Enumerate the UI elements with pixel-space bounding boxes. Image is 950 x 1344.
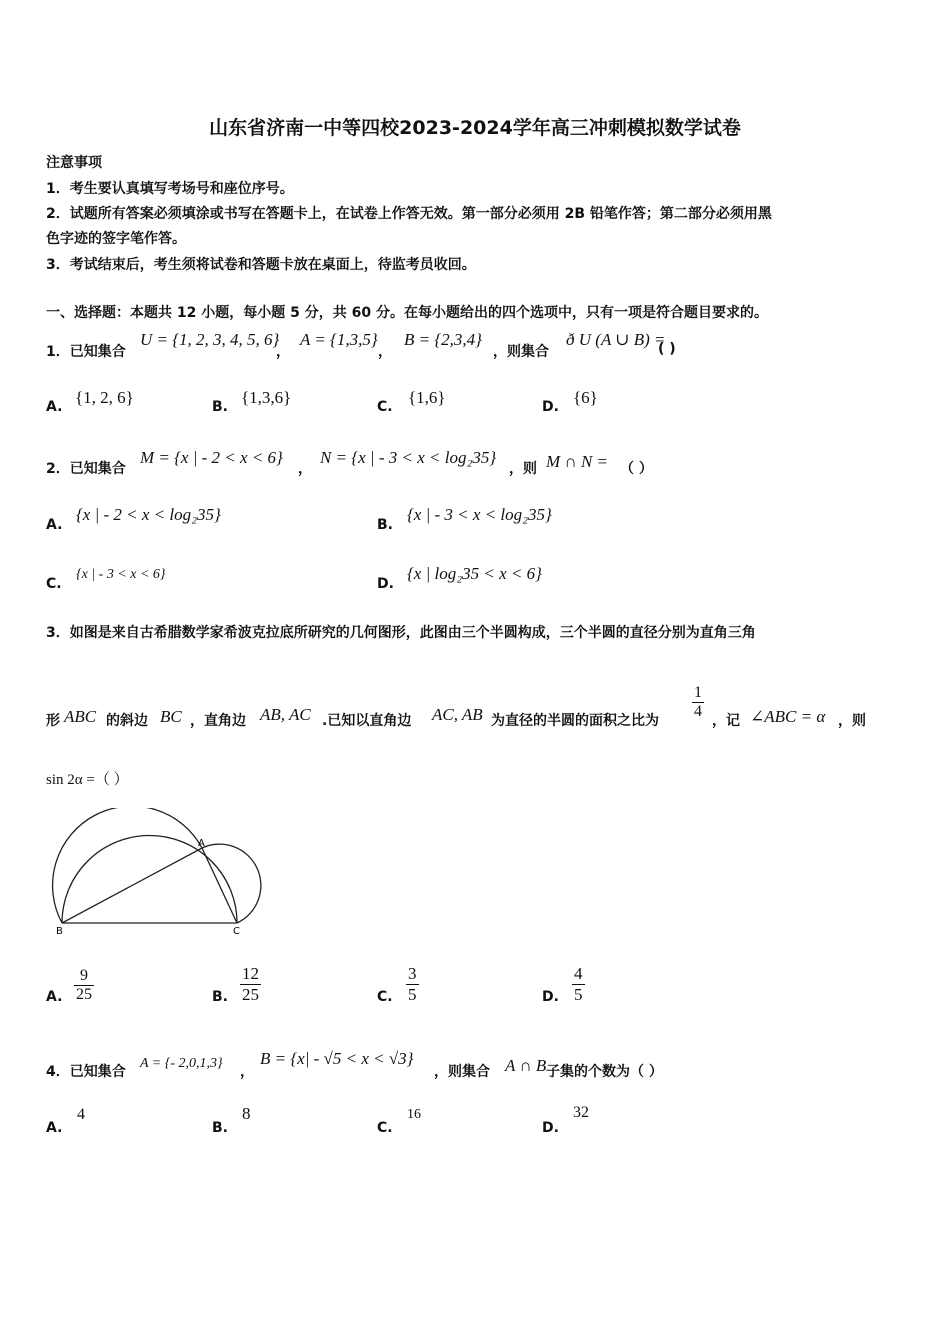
side-ac — [202, 848, 237, 923]
q3-legs-ab-ac: AB, AC — [260, 705, 311, 724]
q4-option-b-value: 8 — [242, 1104, 251, 1123]
q3-area-ratio-denominator: 4 — [694, 703, 702, 720]
q4-set-a: A = {- 2,0,1,3} — [140, 1056, 223, 1071]
q3-option-d-numerator: 4 — [574, 964, 583, 983]
q3-text-7: ，则 — [838, 713, 866, 729]
q2-then: ，则 — [509, 461, 537, 477]
q3-area-ratio — [692, 684, 704, 721]
q3-text-6: ，记 — [712, 713, 740, 729]
q3-option-b-value — [240, 964, 261, 1005]
q2-option-b-value: {x | - 3 < x < log₂35} — [407, 505, 552, 524]
q1-comma-1: ， — [276, 344, 290, 360]
q4-comma-1: ， — [240, 1064, 254, 1080]
q1-option-b-value: {1,3,6} — [241, 388, 292, 407]
q3-option-b-denominator: 25 — [242, 985, 259, 1004]
vertex-a-label: A — [198, 838, 205, 849]
notice-item-3: 3．考试结束后，考生须将试卷和答题卡放在桌面上，待监考员收回。 — [46, 257, 476, 273]
q3-option-a-value — [74, 967, 94, 1004]
notice-heading: 注意事项 — [46, 155, 102, 171]
q1-option-d-label: D. — [542, 399, 559, 415]
notice-item-2-line-2: 色字迹的签字笔作答。 — [46, 231, 186, 247]
q3-option-c-numerator: 3 — [408, 964, 417, 983]
q1-option-d-value: {6} — [573, 388, 598, 407]
q4-option-a-label: A. — [46, 1120, 63, 1136]
q3-ask: sin 2α =（ ） — [46, 772, 129, 788]
q1-option-c-value: {1,6} — [408, 388, 446, 407]
q3-text-2: 的斜边 — [106, 713, 148, 729]
q2-prefix: 2．已知集合 — [46, 461, 126, 477]
q2-option-a-value: {x | - 2 < x < log₂35} — [76, 505, 221, 524]
q3-option-a-numerator: 9 — [80, 967, 88, 984]
q4-expression: A ∩ B — [505, 1056, 547, 1075]
q3-legs-ac-ab: AC, AB — [432, 705, 483, 724]
q3-line-1: 3．如图是来自古希腊数学家希波克拉底所研究的几何图形，此图由三个半圆构成，三个半圆的直径分别为直角三角 — [46, 625, 756, 641]
q1-expression: ð U (A ∪ B) = — [566, 330, 666, 349]
q3-text-5: 为直径的半圆的面积之比为 — [491, 713, 659, 729]
q1-option-a-label: A. — [46, 399, 63, 415]
q4-set-b: B = {x| - √5 < x < √3} — [260, 1049, 414, 1068]
q3-hypotenuse-bc: BC — [160, 707, 182, 726]
vertex-b-label: B — [56, 926, 63, 937]
q3-option-d-label: D. — [542, 989, 559, 1005]
q4-suffix: 子集的个数为（ ） — [546, 1064, 663, 1080]
q2-option-d-value: {x | log₂35 < x < 6} — [407, 564, 542, 583]
semicircle-bc — [62, 836, 237, 924]
q4-option-d-value: 32 — [573, 1104, 589, 1121]
hippocrates-lunes-figure — [50, 808, 270, 938]
q3-triangle-abc: ABC — [64, 707, 97, 726]
q2-option-d-label: D. — [377, 576, 394, 592]
q1-set-a: A = {1,3,5} — [300, 330, 378, 349]
q3-text-4: .已知以直角边 — [322, 713, 412, 729]
q3-option-c-denominator: 5 — [408, 985, 417, 1004]
q2-comma-1: ， — [298, 461, 312, 477]
q4-option-b-label: B. — [212, 1120, 228, 1136]
q2-option-a-label: A. — [46, 517, 63, 533]
q3-text-1: 形 — [46, 713, 60, 729]
q3-option-c-label: C. — [377, 989, 393, 1005]
q4-then: ，则集合 — [434, 1064, 490, 1080]
q1-then: ，则集合 — [493, 344, 549, 360]
q1-option-c-label: C. — [377, 399, 393, 415]
semicircle-ab — [53, 808, 202, 923]
q1-comma-2: ， — [378, 344, 392, 360]
q1-option-b-label: B. — [212, 399, 228, 415]
paper-title: 山东省济南一中等四校2023-2024学年高三冲刺模拟数学试卷 — [209, 117, 741, 139]
q2-expression: M ∩ N = — [546, 452, 608, 471]
q4-option-c-label: C. — [377, 1120, 393, 1136]
q1-set-b: B = {2,3,4} — [404, 330, 482, 349]
q1-option-a-value: {1, 2, 6} — [75, 388, 134, 407]
q4-prefix: 4．已知集合 — [46, 1064, 126, 1080]
q3-option-b-numerator: 12 — [242, 964, 259, 983]
q2-option-c-value: {x | - 3 < x < 6} — [76, 567, 166, 582]
q1-prefix: 1．已知集合 — [46, 344, 126, 360]
q2-set-n: N = {x | - 3 < x < log₂35} — [320, 448, 497, 467]
q3-text-3: ，直角边 — [190, 713, 246, 729]
q1-set-u: U = {1, 2, 3, 4, 5, 6} — [140, 330, 280, 349]
q3-angle-abc: ∠ABC = α — [750, 707, 826, 726]
q3-option-d-denominator: 5 — [574, 985, 583, 1004]
q3-option-a-label: A. — [46, 989, 63, 1005]
q4-option-c-value: 16 — [407, 1107, 421, 1122]
side-ab — [62, 848, 202, 923]
q3-option-b-label: B. — [212, 989, 228, 1005]
q3-option-d-value — [572, 964, 585, 1005]
notice-item-2-line-1: 2．试题所有答案必须填涂或书写在答题卡上，在试卷上作答无效。第一部分必须用 2B 铅笔作答；第二部分必须用黑 — [46, 206, 772, 222]
q4-option-d-label: D. — [542, 1120, 559, 1136]
vertex-c-label: C — [233, 926, 240, 937]
q4-option-a-value: 4 — [77, 1106, 85, 1123]
q2-set-m: M = {x | - 2 < x < 6} — [140, 448, 283, 467]
q2-option-b-label: B. — [377, 517, 393, 533]
q1-answer-paren: ( ) — [658, 341, 676, 357]
q3-option-a-denominator: 25 — [76, 986, 92, 1003]
q2-option-c-label: C. — [46, 576, 62, 592]
q3-option-c-value — [406, 964, 419, 1005]
q3-area-ratio-numerator: 1 — [694, 684, 702, 701]
notice-item-1: 1．考生要认真填写考场号和座位序号。 — [46, 181, 294, 197]
q2-answer-paren: （ ） — [620, 461, 653, 477]
section-heading: 一、选择题：本题共 12 小题，每小题 5 分，共 60 分。在每小题给出的四个选项中，只有一项是符合题目要求的。 — [46, 305, 768, 321]
